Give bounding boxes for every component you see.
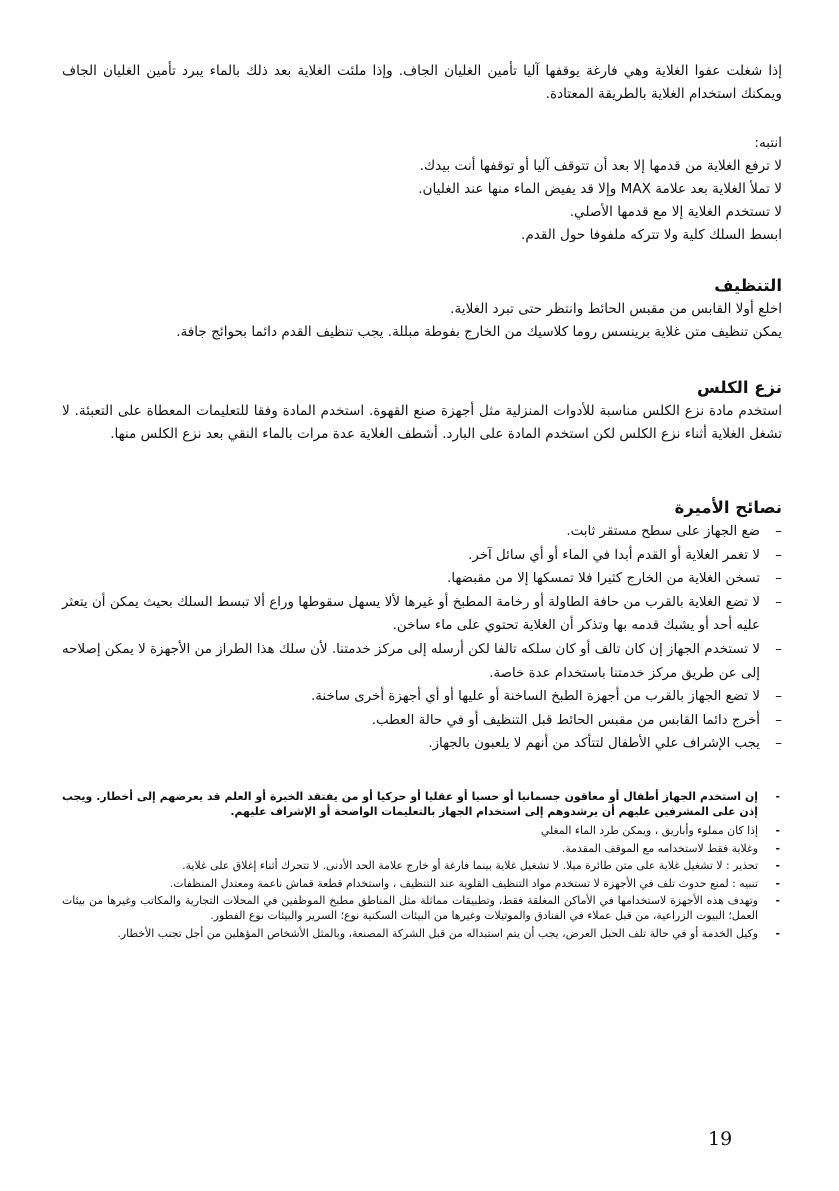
caution-line: لا تملأ الغلاية بعد علامة MAX وإلا قد يفيض الماء منها عند الغليان. <box>418 181 782 197</box>
dry-boil-paragraph <box>62 60 782 106</box>
cleaning-line: اخلع أولا القابس من مقبس الحائط وانتظر حتى تبرد الغلاية. <box>450 301 782 317</box>
warning-item: - إذا كان مملوء وأباريق ، ويمكن طرد الماء المغلي <box>62 823 782 838</box>
tip-item: – لا تغمر الغلاية أو القدم أبدا في الماء أو أي سائل آخر. <box>62 544 782 568</box>
tip-item: – أخرج دائما القابس من مقبس الحائط قبل التنظيف أو في حالة العطب. <box>62 709 782 733</box>
warning-item: - وكيل الخدمة أو في حالة تلف الحبل العرض، يجب أن يتم استبداله من قبل الشركة المصنعة، وبالمثل الأشخاص المؤهلين من أجل تجنب الأخطار. <box>62 926 782 941</box>
dry-boil-text: إذا شغلت عفوا الغلاية وهي فارغة يوقفها آليا تأمين الغليان الجاف. وإذا ملئت الغلاية بعد ذلك بالماء يبرد تأمين الغليان الجاف ويمكنك استخدام الغلاية بالطريقة المعتادة. <box>62 63 782 102</box>
warning-item: - وغلاية فقط لاستخدامه مع الموقف المقدمة. <box>62 841 782 856</box>
tip-item: – تسخن الغلاية من الخارج كثيرا فلا تمسكها إلا من مقبضها. <box>62 567 782 591</box>
descaling-text: استخدم مادة نزع الكلس مناسبة للأدوات المنزلية مثل أجهزة صنع القهوة. استخدم المادة وفقا للتعليمات المعطاة على التعبئة. لا تشغل الغلاية أثناء نزع الكلس لكن استخدم المادة على البارد. أشطف الغلاية عدة مرات بالماء النقي بعد نزع الكلس منها. <box>62 403 782 442</box>
descaling-section <box>62 376 782 446</box>
page-number: 19 <box>708 1128 733 1150</box>
tips-heading: نصائح الأميرة <box>674 498 782 517</box>
caution-title: انتبه: <box>754 135 782 151</box>
cleaning-heading: التنظيف <box>714 276 782 295</box>
tip-item: – ضع الجهاز على سطح مستقر ثابت. <box>62 520 782 544</box>
warning-item: - تنبيه : لمنع حدوث تلف في الأجهزة لا تستخدم مواد التنظيف القلوية عند التنظيف ، واستخدام قطعة قماش ناعمة ومعتدل المنظفات. <box>62 876 782 891</box>
tip-item: – لا تضع الجهاز بالقرب من أجهزة الطبخ الساخنة أو عليها أو أي أجهزة أخرى ساخنة. <box>62 685 782 709</box>
warnings-section <box>62 789 782 944</box>
cleaning-section <box>62 274 782 344</box>
tips-section <box>62 496 782 756</box>
caution-line: لا تستخدم الغلاية إلا مع قدمها الأصلي. <box>569 204 782 220</box>
warnings-list <box>62 789 782 941</box>
tips-list <box>62 520 782 756</box>
tip-item: – لا تضع الغلاية بالقرب من حافة الطاولة أو رخامة المطبخ أو غيرها لألا يسهل سقوطها وراع ألا تبسط السلك بحيث يمكن أن يتعثر عليه أحد أو يشبك قدمه بها وتذكر أن الغلاية تحتوي على ماء ساخن. <box>62 591 782 638</box>
warning-item: - إن استخدم الجهاز أطفال أو معاقون جسمانيا أو حسيا أو عقليا أو حركيا أو من يفتقد الخبرة أو العلم قد يعرضهم إلى أخطار. ويجب إذن على المشرفين عليهم أن يرشدوهم إلى استخدام الجهاز بالتعليمات الواضحة أو الإشراف عليهم. <box>62 789 782 819</box>
caution-line: ابسط السلك كلية ولا تتركه ملفوفا حول القدم. <box>521 227 782 243</box>
tip-item: – يجب الإشراف علي الأطفال لتتأكد من أنهم لا يلعبون بالجهاز. <box>62 732 782 756</box>
caution-section <box>62 132 782 247</box>
descaling-heading: نزع الكلس <box>697 378 782 397</box>
warning-item: - تحذير : لا تشغيل غلاية على متن طائرة ميلا. لا تشغيل غلاية بينما فارغة أو خارج علامة الحد الأدنى. لا تتحرك أثناء إغلاق على غلاية. <box>62 858 782 873</box>
warning-item: - وتهدف هذه الأجهزة لاستخدامها في الأماكن المغلقة فقط، وتطبيقات مماثلة مثل المناطق مطبخ الموظفين في المحلات التجارية والمكاتب وغيرها من بيئات العمل؛ البيوت الزراعية، من قبل عملاء في الفنادق والموتيلات وغيرها من البيئات السكنية نوع؛ السرير والبيئات نوع الفطور. <box>62 893 782 923</box>
tip-item: – لا تستخدم الجهاز إن كان تالف أو كان سلكه تالفا لكن أرسله إلى مركز خدمتنا. لأن سلك هذا الطراز من الأجهزة لا يمكن إصلاحه إلى عن طريق مركز خدمتنا باستخدام عدة خاصة. <box>62 638 782 685</box>
cleaning-line: يمكن تنظيف متن غلاية برينسس روما كلاسيك من الخارج بفوطة مبللة. يجب تنظيف القدم دائما بحوائج جافة. <box>176 324 782 340</box>
caution-line: لا ترفع الغلاية من قدمها إلا بعد أن تتوقف آليا أو توقفها أنت بيدك. <box>419 158 782 174</box>
